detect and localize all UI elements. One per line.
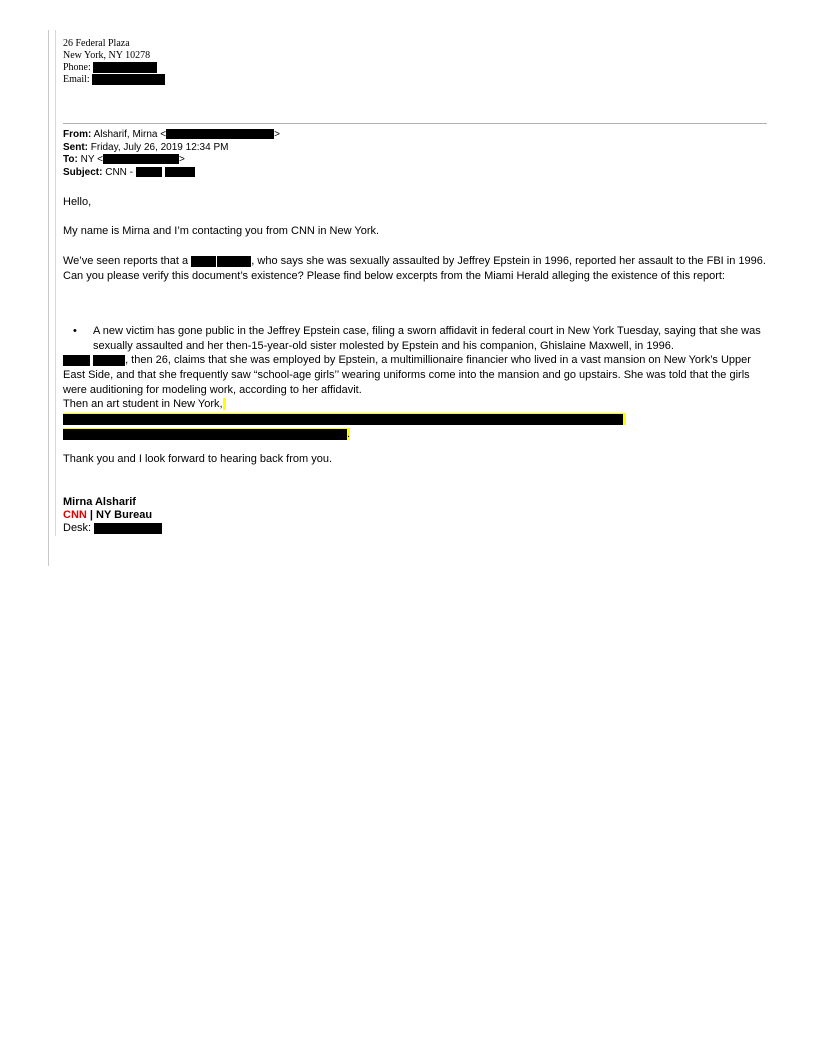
redaction-block (165, 167, 195, 177)
redaction-block (103, 154, 179, 164)
header-divider (63, 123, 767, 124)
quoted-bullet: • A new victim has gone public in the Jeffrey Epstein case, filing a sworn affidavit in federal court in New York Tuesday, saying that she was sexually assaulted and her then-15-year-old sister molested by Epstein and his companion, Ghislaine Maxwell, in 1996. (73, 325, 761, 352)
email-line: Email: (63, 74, 165, 86)
address-line-1: 26 Federal Plaza (63, 38, 130, 49)
email-headers (63, 129, 280, 179)
redaction-block (93, 355, 125, 366)
redaction-block (166, 129, 274, 139)
redaction-block (136, 167, 162, 177)
redaction-block (93, 62, 157, 73)
quote-border-line (55, 30, 56, 536)
left-border-line (48, 30, 49, 566)
signature-block (63, 496, 162, 535)
highlight: . (63, 428, 350, 440)
subject-line: Subject: CNN - (63, 167, 280, 180)
desk-line: Desk: (63, 522, 162, 535)
closing-paragraph: Thank you and I look forward to hearing back from you. (63, 453, 333, 465)
greeting: Hello, (63, 196, 92, 208)
redaction-block (63, 414, 623, 425)
phone-line: Phone: (63, 62, 165, 74)
from-line: From: Alsharif, Mirna < > (63, 129, 280, 140)
signature-name: Mirna Alsharif (63, 496, 136, 508)
redaction-block (63, 355, 90, 366)
redaction-block (217, 256, 251, 267)
redaction-block (191, 256, 216, 267)
redaction-block (94, 523, 162, 534)
intro-paragraph: My name is Mirna and I’m contacting you from CNN in New York. (63, 225, 380, 237)
signature-org-line: CNN | NY Bureau (63, 509, 153, 521)
address-line-2: New York, NY 10278 (63, 50, 151, 61)
bullet-icon: • (73, 325, 77, 337)
sent-line: Sent: Friday, July 26, 2019 12:34 PM (63, 141, 229, 153)
redaction-block (92, 74, 165, 85)
cnn-logo-text: CNN (63, 509, 87, 521)
redaction-block (63, 429, 347, 440)
bureau-name: NY Bureau (96, 509, 153, 521)
to-line: To: NY < > (63, 154, 185, 165)
address-block (63, 38, 165, 86)
quoted-paragraph: , then 26, claims that she was employed by Epstein, a multimillionaire financier who lived in a vast mansion on New York’s Upper East Side, and that she frequently saw “school-age girls’’ wearing uniforms come into the mansion and go upstairs. She was told that the girls were auditioning for modeling work, according to her affidavit. (63, 354, 751, 396)
highlighted-paragraph: Then an art student in New York, . (63, 397, 771, 442)
request-paragraph: We’ve seen reports that a , who says she was sexually assaulted by Jeffrey Epstein in 1996, reported her assault to the FBI in 1996. Can you please verify this document’s existence? Please find below excerpts from the Miami Herald alleging the existence of this report: (63, 255, 766, 282)
